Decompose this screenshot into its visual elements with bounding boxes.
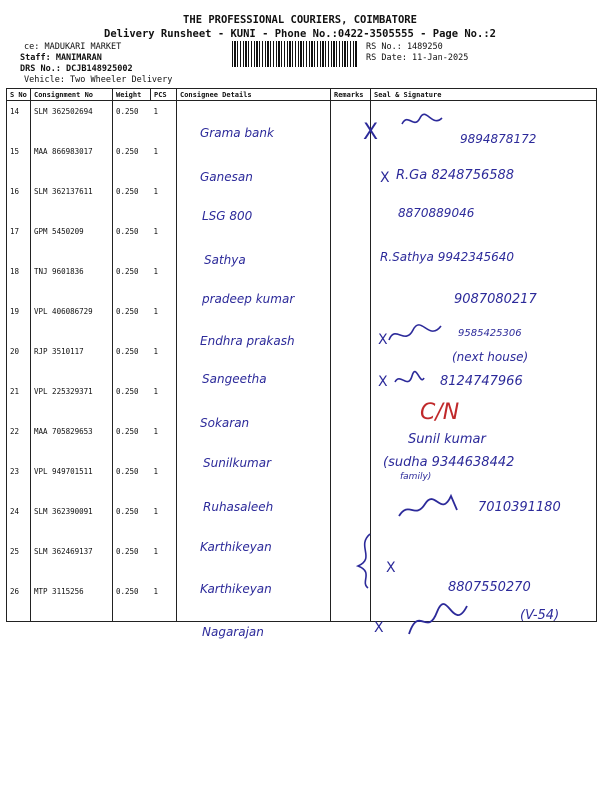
hand-cn-21: C/N — [420, 400, 460, 425]
hand-note-22: (sudha 9344638442 — [383, 455, 515, 470]
hand-phone-17: R.Sathya 9942345640 — [380, 250, 515, 264]
cell-pcs: 1 — [153, 107, 159, 116]
signature-scribble-20 — [392, 370, 426, 392]
hand-phone-23: 7010391180 — [478, 500, 561, 515]
cell-consignee — [177, 221, 331, 261]
hand-consignee-24: Karthikeyan — [200, 540, 272, 554]
cell-weight: 0.250 — [116, 507, 139, 516]
office-label: ce: MADUKARI MARKET — [24, 42, 122, 52]
hand-note-22b: family) — [400, 472, 432, 482]
cell-remarks — [331, 421, 371, 461]
hand-consignee-23: Ruhasaleeh — [203, 500, 274, 514]
cell-sno: 24 — [7, 501, 31, 541]
cell-cno: SLM 362502694 — [31, 101, 113, 142]
remark-mark-20: X — [378, 374, 388, 390]
cell-cno: SLM 362137611 — [31, 181, 113, 221]
remark-mark-26: X — [374, 620, 384, 636]
hand-note-20: (next house) — [452, 350, 529, 364]
cell-remarks — [331, 461, 371, 501]
runsheet-subtitle: Delivery Runsheet - KUNI - Phone No.:0422-3505555 - Page No.:2 — [104, 28, 496, 40]
cell-pcs: 1 — [153, 227, 159, 236]
company-title: THE PROFESSIONAL COURIERS, COIMBATORE — [183, 14, 417, 26]
cell-weight: 0.250 — [116, 467, 139, 476]
hand-consignee-18: pradeep kumar — [202, 292, 295, 306]
vehicle-label: Vehicle: Two Wheeler Delivery — [24, 75, 173, 85]
cell-pcs: 1 — [153, 387, 159, 396]
cell-sno: 19 — [7, 301, 31, 341]
cell-sno: 21 — [7, 381, 31, 421]
cell-weight: 0.250 — [116, 387, 139, 396]
signature-scribble-14 — [398, 110, 446, 134]
col-consignee: Consignee Details — [177, 89, 331, 101]
cell-sno: 20 — [7, 341, 31, 381]
cell-weight: 0.250 — [116, 187, 139, 196]
cell-pcs: 1 — [153, 267, 159, 276]
cell-remarks — [331, 141, 371, 181]
cell-remarks — [331, 261, 371, 301]
hand-consignee-17: Sathya — [204, 253, 246, 267]
cell-sno: 16 — [7, 181, 31, 221]
cell-signature — [371, 541, 597, 581]
hand-consignee-19: Endhra prakash — [200, 334, 295, 348]
cell-cno: TNJ 9601836 — [31, 261, 113, 301]
hand-phone-14: 9894878172 — [460, 132, 537, 146]
cell-pcs: 1 — [153, 147, 159, 156]
remark-mark-19: X — [378, 332, 388, 348]
table-header-row — [7, 89, 597, 101]
cell-cno: VPL 406086729 — [31, 301, 113, 341]
hand-consignee-25: Karthikeyan — [200, 582, 272, 596]
cell-weight: 0.250 — [113, 581, 151, 622]
bracket-mark-24-25 — [346, 530, 382, 590]
signature-scribble-26 — [405, 598, 475, 644]
cell-cno: MTP 3115256 — [31, 581, 113, 622]
barcode — [232, 41, 358, 67]
cell-cno: VPL 225329371 — [31, 381, 113, 421]
cell-weight: 0.250 — [116, 427, 139, 436]
hand-consignee-22: Sunilkumar — [203, 456, 272, 470]
hand-consignee-26: Nagarajan — [202, 625, 264, 639]
cell-remarks — [331, 341, 371, 381]
cell-weight: 0.250 — [116, 147, 139, 156]
cell-pcs: 1 — [153, 347, 159, 356]
cell-remarks — [331, 381, 371, 421]
cell-cno: MAA 705829653 — [31, 421, 113, 461]
staff-label: Staff: MANIMARAN — [20, 53, 102, 63]
col-pcs: PCS — [151, 89, 177, 101]
col-signature: Seal & Signature — [371, 89, 597, 101]
remark-mark-15: X — [380, 170, 390, 186]
cell-weight: 0.250 — [116, 267, 139, 276]
rs-number: RS No.: 1489250 — [366, 42, 443, 52]
hand-phone-25: 8807550270 — [448, 580, 531, 595]
cell-sno: 18 — [7, 261, 31, 301]
hand-phone-19: 9585425306 — [458, 328, 522, 339]
cell-cno: MAA 866983017 — [31, 141, 113, 181]
cell-sno: 15 — [7, 141, 31, 181]
cell-sno: 23 — [7, 461, 31, 501]
cell-sno: 14 — [7, 101, 31, 142]
col-remarks: Remarks — [331, 89, 371, 101]
cell-cno: VPL 949701511 — [31, 461, 113, 501]
remark-mark-14: X — [363, 120, 379, 145]
cell-weight: 0.250 — [116, 227, 139, 236]
cell-pcs: 1 — [153, 187, 159, 196]
cell-weight: 0.250 — [116, 547, 139, 556]
col-sno: S No — [7, 89, 31, 101]
cell-sno: 26 — [7, 581, 31, 622]
cell-pcs: 1 — [153, 307, 159, 316]
cell-cno: SLM 362390091 — [31, 501, 113, 541]
hand-phone-18: 9087080217 — [454, 292, 537, 307]
cell-weight: 0.250 — [116, 107, 139, 116]
cell-sno: 22 — [7, 421, 31, 461]
remark-mark-25: X — [386, 560, 396, 576]
cell-weight: 0.250 — [116, 307, 139, 316]
hand-consignee-21: Sokaran — [200, 416, 250, 430]
col-weight: Weight — [113, 89, 151, 101]
hand-note-26: (V-54) — [520, 608, 560, 623]
drs-number: DRS No.: DCJB148925002 — [20, 64, 133, 74]
cell-pcs: 1 — [153, 467, 159, 476]
rs-date: RS Date: 11-Jan-2025 — [366, 53, 469, 63]
hand-phone-15: R.Ga 8248756588 — [396, 168, 515, 183]
signature-scribble-19 — [385, 320, 445, 350]
hand-consignee-15: Ganesan — [200, 170, 253, 184]
hand-consignee-20: Sangeetha — [202, 372, 267, 386]
cell-sno: 25 — [7, 541, 31, 581]
cell-remarks — [331, 181, 371, 221]
cell-consignee — [177, 181, 331, 221]
cell-pcs: 1 — [151, 581, 177, 622]
cell-consignee — [177, 381, 331, 421]
cell-pcs: 1 — [153, 547, 159, 556]
cell-cno: SLM 362469137 — [31, 541, 113, 581]
cell-sno: 17 — [7, 221, 31, 261]
table-row — [7, 541, 597, 581]
hand-name-22: Sunil kumar — [408, 432, 486, 447]
table-row — [7, 181, 597, 221]
cell-cno: GPM 5450209 — [31, 221, 113, 261]
hand-consignee-16: LSG 800 — [202, 209, 253, 223]
hand-phone-16: 8870889046 — [398, 206, 475, 220]
cell-weight: 0.250 — [116, 347, 139, 356]
cell-remarks — [331, 301, 371, 341]
cell-remarks — [331, 221, 371, 261]
hand-consignee-14: Grama bank — [200, 126, 274, 140]
hand-phone-20: 8124747966 — [440, 374, 523, 389]
cell-cno: RJP 3510117 — [31, 341, 113, 381]
signature-scribble-23 — [395, 490, 475, 526]
cell-pcs: 1 — [153, 507, 159, 516]
cell-pcs: 1 — [153, 427, 159, 436]
col-consignment: Consignment No — [31, 89, 113, 101]
